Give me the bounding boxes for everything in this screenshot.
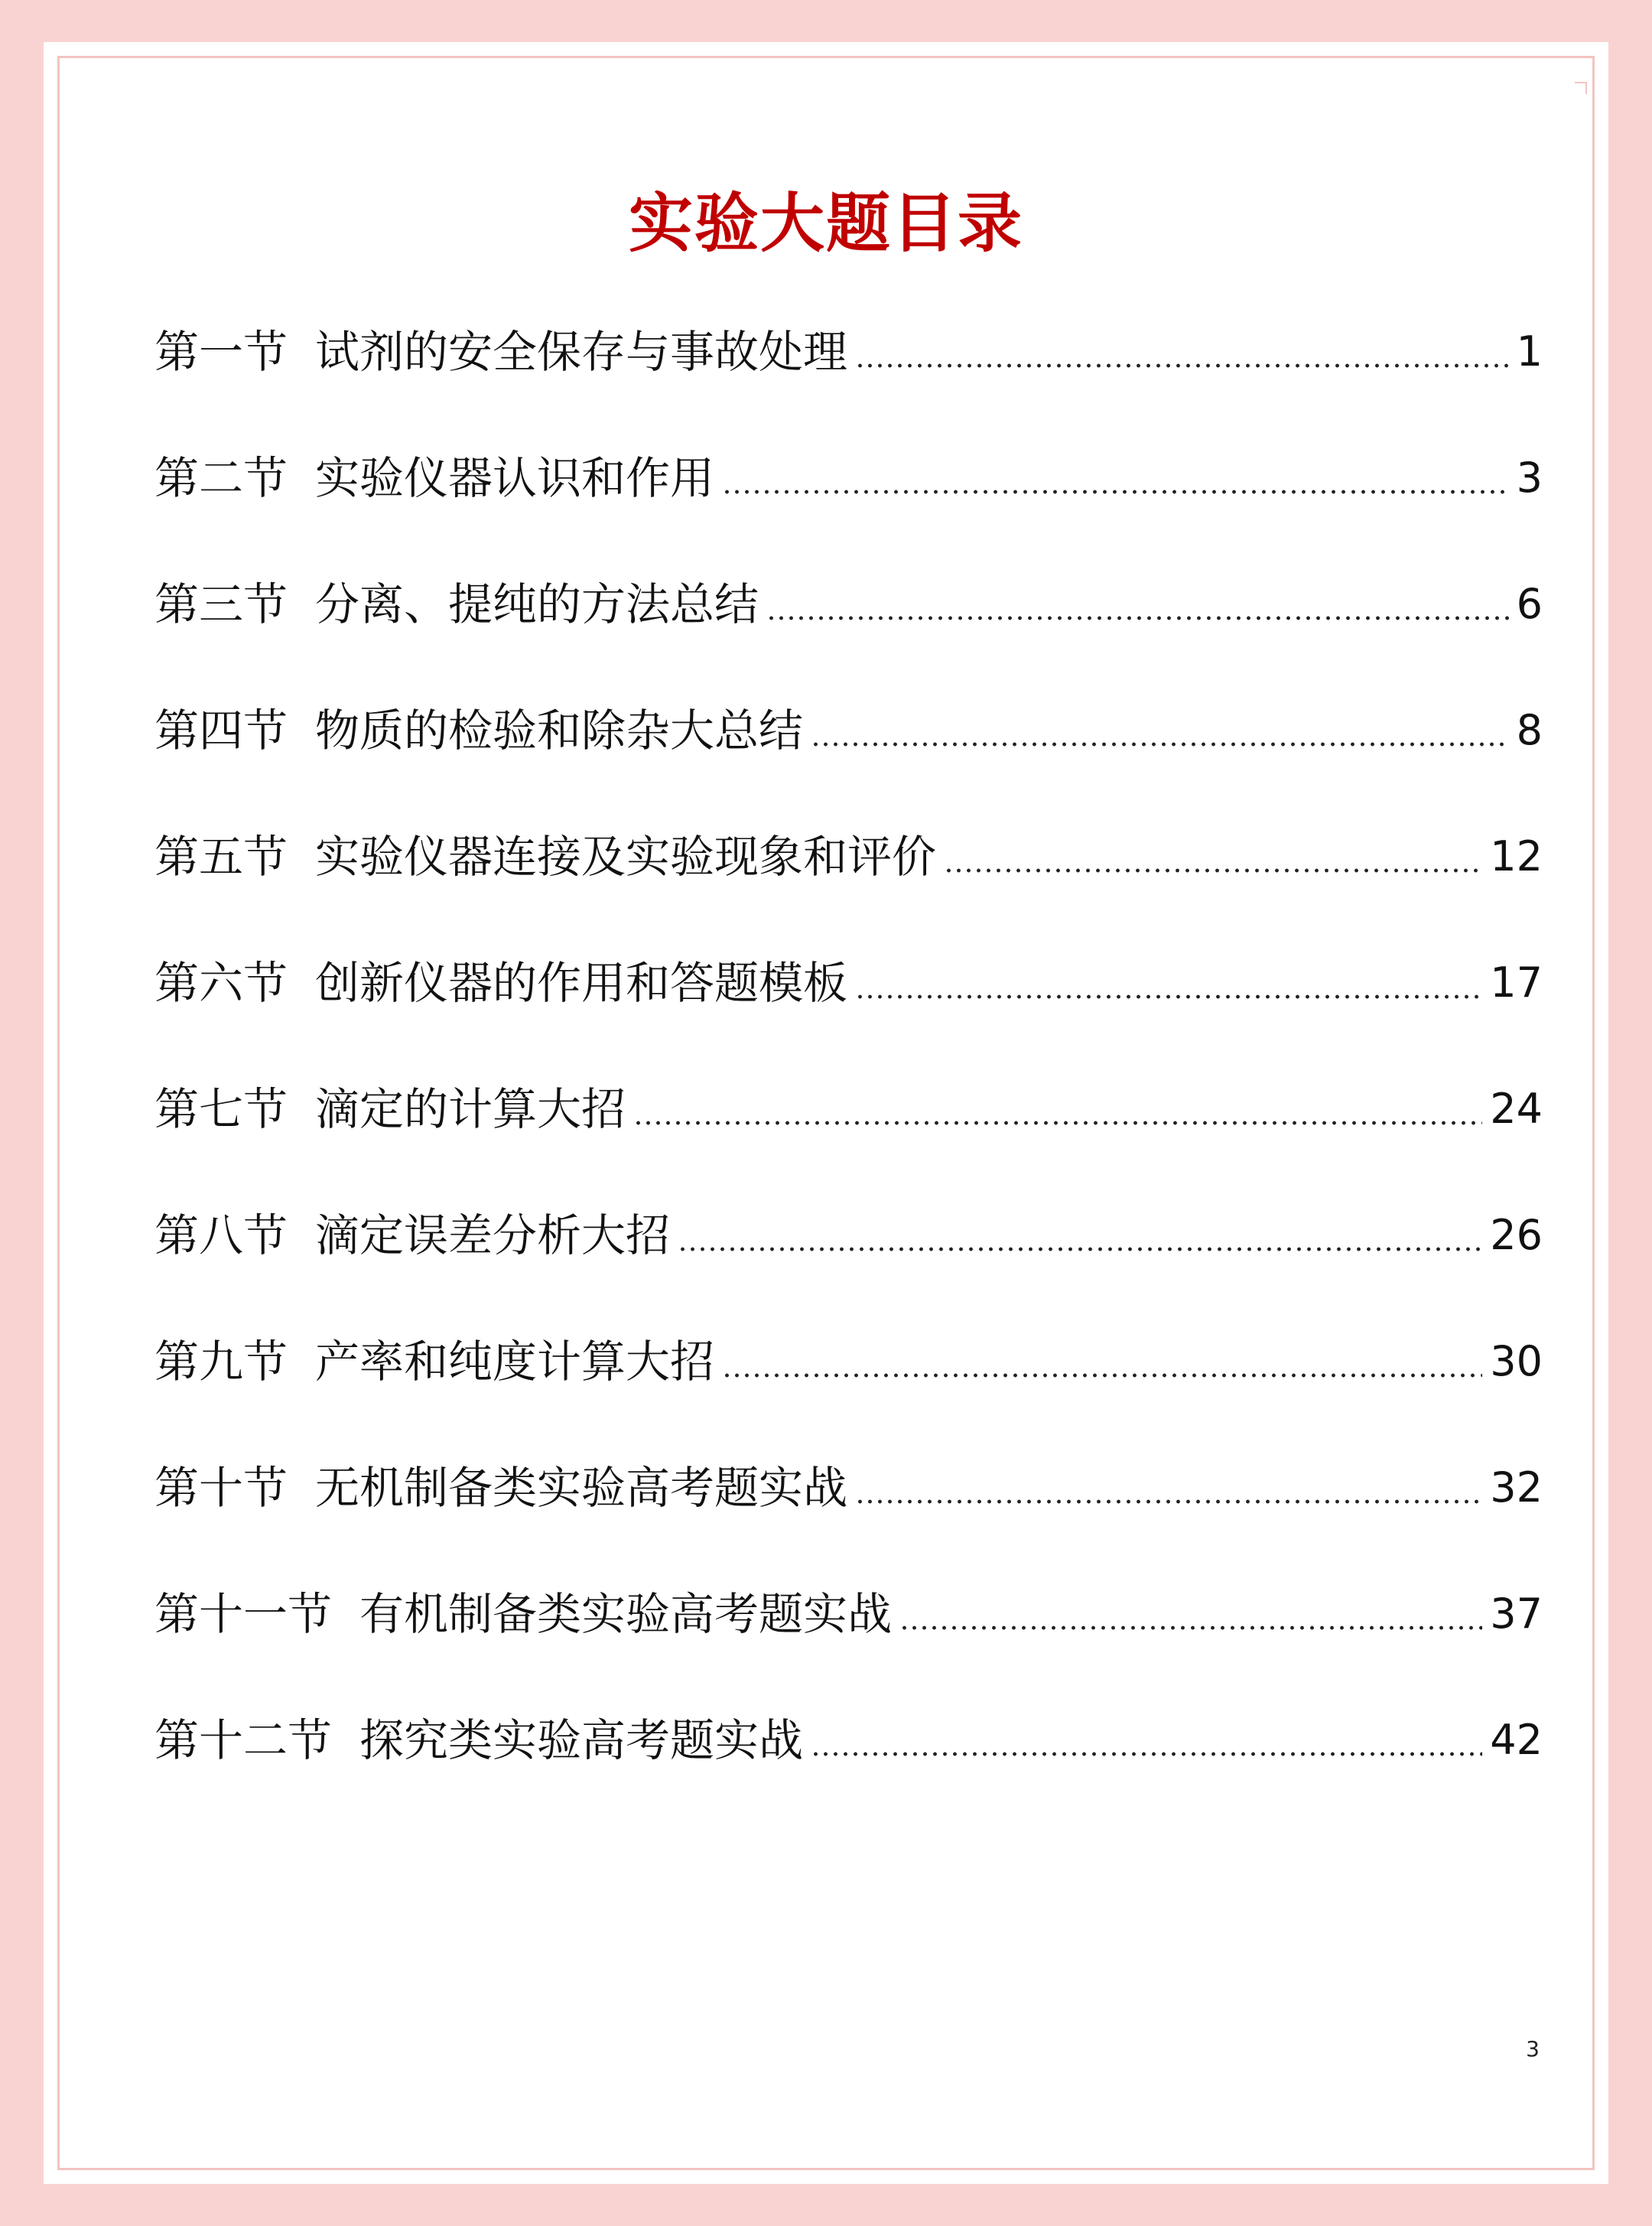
toc-page-number: 37 (1490, 1590, 1543, 1638)
dot-leader (811, 1750, 1482, 1758)
toc-section-title: 创新仪器的作用和答题模板 (315, 957, 848, 1009)
toc-section-number: 第一节 (154, 326, 288, 378)
toc-section-title: 滴定的计算大招 (315, 1083, 626, 1135)
toc-entry[interactable] (154, 570, 1543, 639)
toc-entry-label (154, 957, 848, 1009)
toc-section-title: 滴定误差分析大招 (315, 1209, 671, 1261)
toc-section-title: 有机制备类实验高考题实战 (359, 1588, 893, 1640)
corner-mark (1575, 82, 1587, 94)
dot-leader (899, 1624, 1482, 1632)
page-title: 实验大题目录 (628, 186, 1023, 261)
toc-section-number: 第九节 (154, 1336, 288, 1388)
toc-section-title: 分离、提纯的方法总结 (315, 578, 759, 630)
toc-entry-label (154, 831, 937, 883)
toc-page-number: 17 (1490, 958, 1543, 1007)
dot-leader (944, 867, 1482, 874)
dot-leader (855, 362, 1509, 369)
toc-page-number: 12 (1490, 832, 1543, 880)
toc-entry[interactable] (154, 1453, 1543, 1522)
toc-page-number: 24 (1490, 1085, 1543, 1133)
toc-entry-label (154, 1336, 715, 1388)
toc-entry[interactable] (154, 1327, 1543, 1396)
toc-page-number: 26 (1490, 1211, 1543, 1259)
dot-leader (722, 488, 1509, 496)
toc-page-number: 42 (1490, 1716, 1543, 1764)
toc-page-number: 1 (1516, 327, 1543, 376)
toc-entry-label (154, 1462, 848, 1514)
toc-entry[interactable] (154, 1075, 1543, 1144)
toc-entry-label (154, 1714, 804, 1766)
toc-entry[interactable] (154, 1706, 1543, 1775)
toc-section-title: 产率和纯度计算大招 (315, 1336, 715, 1388)
toc-entry[interactable] (154, 949, 1543, 1017)
toc-section-number: 第十节 (154, 1462, 288, 1514)
toc-entry-label (154, 1588, 893, 1640)
dot-leader (722, 1372, 1482, 1379)
toc-section-title: 探究类实验高考题实战 (359, 1714, 804, 1766)
toc-entry-label (154, 1083, 626, 1135)
dot-leader (811, 740, 1509, 748)
toc-entry[interactable] (154, 1201, 1543, 1270)
dot-leader (855, 1498, 1482, 1505)
toc-entry[interactable] (154, 822, 1543, 891)
toc-section-title: 实验仪器连接及实验现象和评价 (315, 831, 937, 883)
toc-entry[interactable] (154, 317, 1543, 386)
toc-entry[interactable] (154, 1580, 1543, 1648)
toc-section-number: 第三节 (154, 578, 288, 630)
toc-entry-label (154, 705, 804, 757)
dot-leader (633, 1119, 1482, 1127)
toc-section-title: 试剂的安全保存与事故处理 (315, 326, 848, 378)
toc-section-title: 无机制备类实验高考题实战 (315, 1462, 848, 1514)
toc-page-number: 32 (1490, 1463, 1543, 1512)
toc-page-number: 3 (1516, 454, 1543, 502)
toc-section-number: 第六节 (154, 957, 288, 1009)
toc-page-number: 8 (1516, 706, 1543, 754)
toc-section-title: 物质的检验和除杂大总结 (315, 705, 804, 757)
toc-entry-label (154, 452, 715, 504)
toc-section-title: 实验仪器认识和作用 (315, 452, 715, 504)
document-page (44, 42, 1608, 2184)
dot-leader (678, 1245, 1482, 1253)
toc-entry-label (154, 578, 759, 630)
toc-section-number: 第五节 (154, 831, 288, 883)
toc-section-number: 第二节 (154, 452, 288, 504)
toc-page-number: 30 (1490, 1337, 1543, 1385)
toc-entry-label (154, 1209, 671, 1261)
toc-section-number: 第八节 (154, 1209, 288, 1261)
toc-section-number: 第十二节 (154, 1714, 333, 1766)
dot-leader (766, 614, 1509, 622)
toc-section-number: 第七节 (154, 1083, 288, 1135)
toc-section-number: 第十一节 (154, 1588, 333, 1640)
toc-entry[interactable] (154, 444, 1543, 513)
dot-leader (855, 993, 1482, 1001)
toc-section-number: 第四节 (154, 705, 288, 757)
toc-page-number: 6 (1516, 580, 1543, 628)
toc-entry-label (154, 326, 848, 378)
toc-entry[interactable] (154, 696, 1543, 765)
page-number: 3 (1526, 2036, 1540, 2062)
